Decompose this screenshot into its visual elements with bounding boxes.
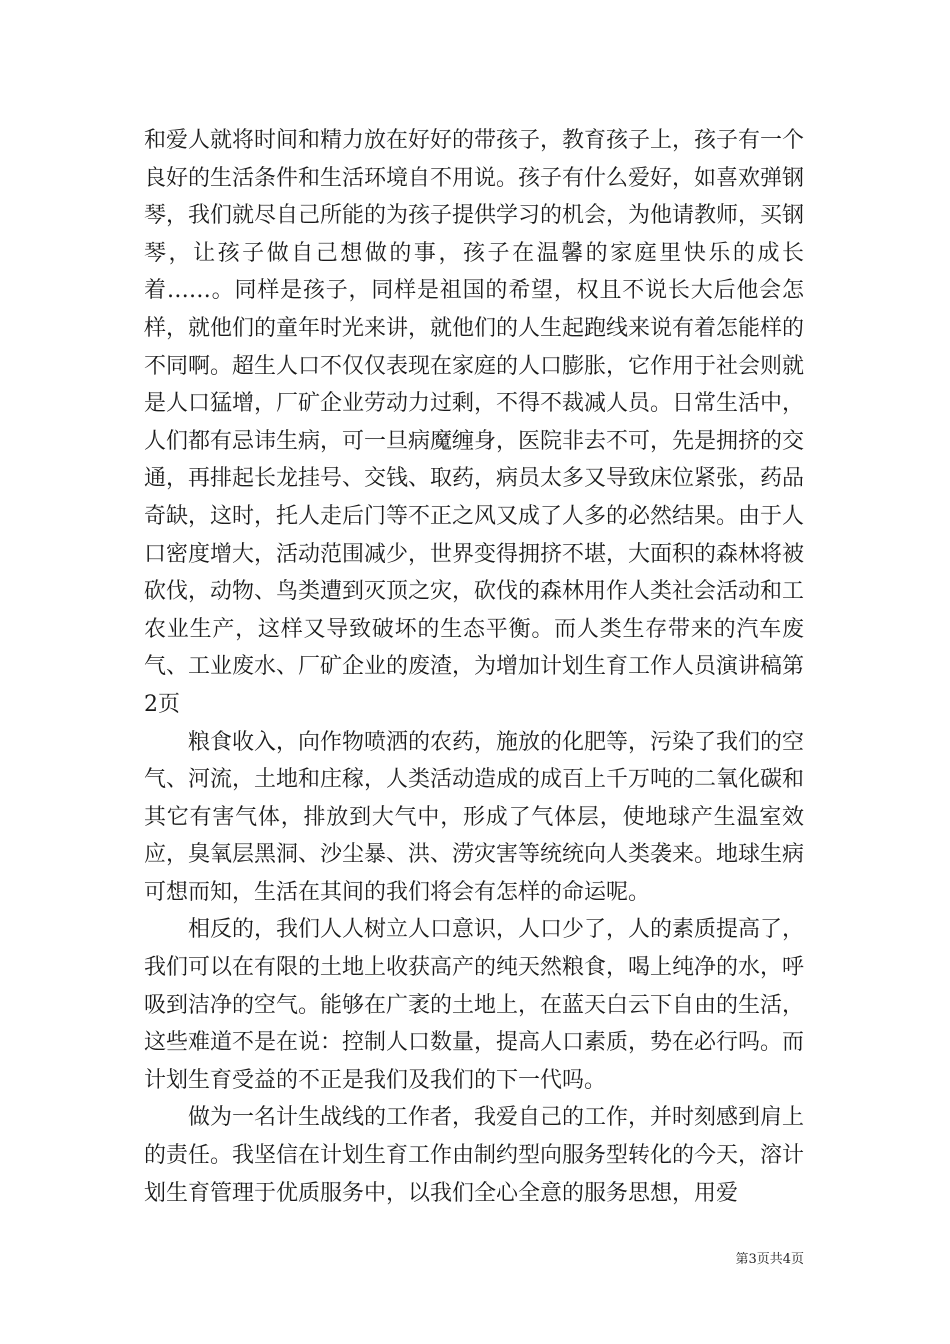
paragraph-2: 粮食收入，向作物喷洒的农药，施放的化肥等，污染了我们的空气、河流，土地和庄稼，人类活动造成的成百上千万吨的二氧化碳和其它有害气体，排放到大气中，形成了气体层，使地球产生温室效应，臭氧层黑洞、沙尘暴、洪、涝灾害等统统向人类袭来。地球生病可想而知，生活在其间的我们将会有怎样的命运呢。: [144, 729, 805, 905]
document-body: [144, 122, 804, 1212]
paragraph-4: 做为一名计生战线的工作者，我爱自己的工作，并时刻感到肩上的责任。我坚信在计划生育工作由制约型向服务型转化的今天，溶计划生育管理于优质服务中，以我们全心全意的服务思想，用爱: [144, 1105, 805, 1206]
paragraph-3: 相反的，我们人人树立人口意识，人口少了，人的素质提高了，我们可以在有限的土地上收获高产的纯天然粮食，喝上纯净的水，呼吸到洁净的空气。能够在广袤的土地上，在蓝天白云下自由的生活，这些难道不是在说：控制人口数量，提高人口素质，势在必行吗。而计划生育受益的不正是我们及我们的下一代吗。: [144, 917, 805, 1093]
page-number-footer: 第3页共4页: [735, 1252, 804, 1267]
paragraph-1: 和爱人就将时间和精力放在好好的带孩子，教育孩子上，孩子有一个良好的生活条件和生活环境自不用说。孩子有什么爱好，如喜欢弹钢琴，我们就尽自己所能的为孩子提供学习的机会，为他请教师，买钢琴，让孩子做自己想做的事，孩子在温馨的家庭里快乐的成长着……。同样是孩子，同样是祖国的希望，权且不说长大后他会怎样，就他们的童年时光来讲，就他们的人生起跑线来说有着怎能样的不同啊。超生人口不仅仅表现在家庭的人口膨胀，它作用于社会则就是人口猛增，厂矿企业劳动力过剩，不得不裁减人员。日常生活中，人们都有忌讳生病，可一旦病魔缠身，医院非去不可，先是拥挤的交通，再排起长龙挂号、交钱、取药，病员太多又导致床位紧张，药品奇缺，这时，托人走后门等不正之风又成了人多的必然结果。由于人口密度增大，活动范围减少，世界变得拥挤不堪，大面积的森林将被砍伐，动物、鸟类遭到灭顶之灾，砍伐的森林用作人类社会活动和工农业生产，这样又导致破坏的生态平衡。而人类生存带来的汽车废气、工业废水、厂矿企业的废渣，为增加计划生育工作人员演讲稿第2页: [144, 128, 805, 717]
